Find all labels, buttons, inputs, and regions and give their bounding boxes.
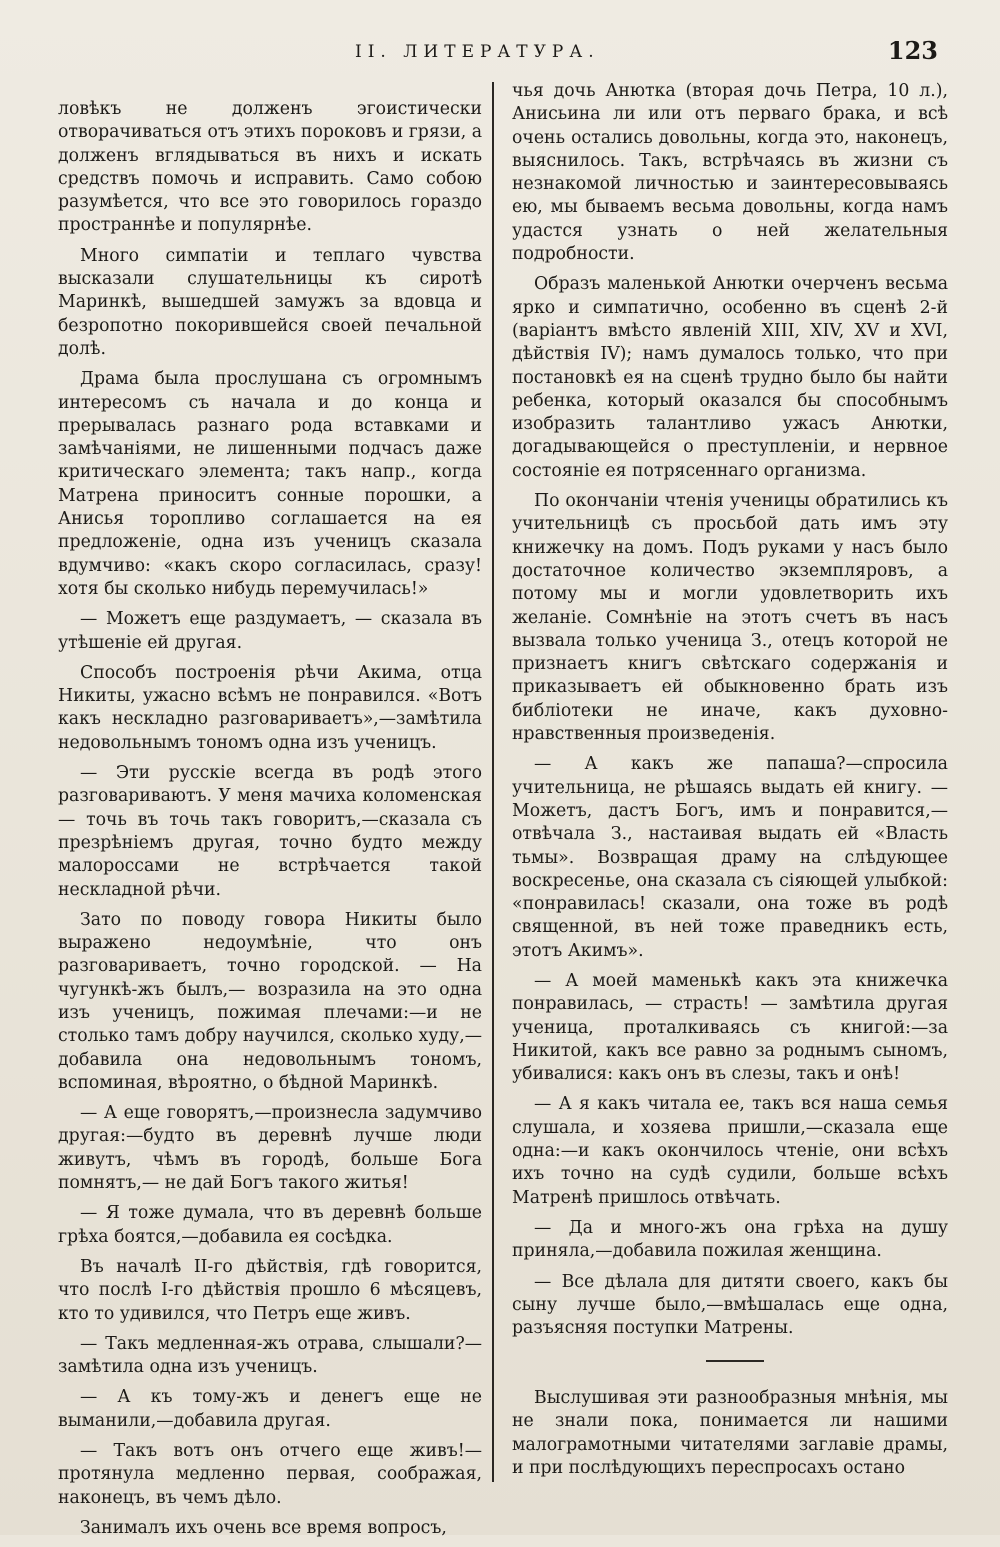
running-head — [0, 36, 1000, 76]
paragraph: Способъ построенія рѣчи Акима, отца Никиты, ужасно всѣмъ не понравился. «Вотъ какъ нескладно разговариваетъ»,—замѣтила недовольнымъ тономъ одна изъ ученицъ. — [58, 662, 482, 753]
paragraph: Образъ маленькой Анютки очерченъ весьма ярко и симпатично, особенно въ сценѣ 2-й (варіантъ вмѣсто явленій XIII, XIV, XV и XVI, дѣйствія IV); намъ думалось только, что при постановкѣ ея на сценѣ трудно было бы найти ребенка, который оказался бы способнымъ изобразить талантливо ужасъ Анютки, догадывающейся о преступленіи, и нервное состояніе ея потрясеннаго организма. — [512, 274, 948, 481]
paragraph: По окончаніи чтенія ученицы обратились къ учительницѣ съ просьбой дать имъ эту книжечку на домъ. Подъ руками у насъ было достаточное количество экземпляровъ, а потому мы и могли удовлетворить ихъ желаніе. Сомнѣніе на этотъ счетъ въ насъ вызвала только ученица З., отецъ которой не признаетъ книгъ свѣтскаго содержанія и приказываетъ ей обыкновенно брать изъ библіотеки не иначе, какъ духовно-нравственныя произведенія. — [512, 491, 948, 745]
paragraph: ловѣкъ не долженъ эгоистически отворачиваться отъ этихъ пороковъ и грязи, а долженъ вглядываться въ нихъ и искать средствъ помочь и исправить. Само собою разумѣется, что все это говорилось гораздо пространнѣе и популярнѣе. — [58, 99, 482, 236]
paragraph: — Такъ медленная-жъ отрава, слышали?— замѣтила одна изъ ученицъ. — [58, 1333, 482, 1378]
column-divider — [492, 82, 494, 1482]
paragraph: — Все дѣлала для дитяти своего, какъ бы сыну лучше было,—вмѣшалась еще одна, разъясняя поступки Матрены. — [512, 1271, 948, 1339]
paragraph: — Такъ вотъ онъ отчего еще живъ!—протянула медленно первая, соображая, наконецъ, въ чемъ дѣло. — [58, 1441, 482, 1508]
paragraph: Въ началѣ II-го дѣйствія, гдѣ говорится, что послѣ I-го дѣйствія прошло 6 мѣсяцевъ, кто то удивился, что Петръ еще живъ. — [58, 1256, 482, 1324]
paragraph: — А я какъ читала ее, такъ вся наша семья слушала, и хозяева пришли,—сказала еще одна:—и какъ окончилось чтеніе, они всѣхъ ихъ точно на судѣ судили, больше всѣхъ Матренѣ пришлось отвѣчать. — [512, 1094, 948, 1208]
paragraph: чья дочь Анютка (вторая дочь Петра, 10 л.), Анисьина ли или отъ перваго брака, и всѣ очень остались довольны, когда это, наконецъ, выяснилось. Такъ, встрѣчаясь въ жизни съ незнакомой личностью и заинтересовываясь ею, мы бываемъ весьма довольны, когда намъ удастся узнать о ней желательныя подробности. — [512, 81, 948, 265]
paragraph: Драма была прослушана съ огромнымъ интересомъ съ начала и до конца и прерывалась разнаго рода вставками и замѣчаніями, не лишенными подчасъ даже критическаго элемента; такъ напр., когда Матрена приноситъ сонные порошки, а Анисья торопливо соглашается на ея предложеніе, одна изъ ученицъ сказала вдумчиво: «какъ скоро согласилась, сразу! хотя бы сколько нибудь перемучилась!» — [58, 369, 482, 599]
paragraph: — А къ тому-жъ и денегъ еще не выманили,—добавила другая. — [58, 1387, 482, 1431]
section-separator — [706, 1360, 764, 1362]
paragraph: — Можетъ еще раздумаетъ, — сказала въ утѣшеніе ей другая. — [58, 609, 482, 653]
paragraph: — Да и много-жъ она грѣха на душу приняла,—добавила пожилая женщина. — [512, 1217, 948, 1262]
running-title: II. ЛИТЕРАТУРА. — [355, 42, 600, 62]
paragraph: — А моей маменькѣ какъ эта книжечка понравилась, — страсть! — замѣтила другая ученица, проталкиваясь съ книгой:—за Никитой, какъ все равно за роднымъ сыномъ, убивалися: какъ онъ въ слезы, такъ и онѣ! — [512, 970, 948, 1085]
paragraph: — А еще говорятъ,—произнесла задумчиво другая:—будто въ деревнѣ лучше люди живутъ, чѣмъ въ городѣ, больше Бога помнятъ,— не дай Богъ такого житья! — [58, 1103, 482, 1194]
left-column — [58, 98, 482, 1547]
paragraph: — А какъ же папаша?—спросила учительница, не рѣшаясь выдать ей книгу. — Можетъ, дастъ Богъ, имъ и понравится,—отвѣчала З., настаивая выдать ей «Власть тьмы». Возвращая драму на слѣдующее воскресенье, она сказала съ сіяющей улыбкой: «понравилась! сказали, она тоже въ родѣ священной, въ ней тоже праведникъ есть, этотъ Акимъ». — [512, 754, 948, 961]
paragraph: Много симпатіи и теплаго чувства высказали слушательницы къ сиротѣ Маринкѣ, вышедшей замужъ за вдовца и безропотно покорившейся своей печальной долѣ. — [58, 245, 482, 359]
paragraph: Занималъ ихъ очень все время вопросъ, — [80, 1517, 447, 1538]
paragraph: Выслушивая эти разнообразныя мнѣнія, мы не знали пока, понимается ли нашими малограмотными читателями заглавіе драмы, и при послѣдующихъ переспросахъ остано — [512, 1387, 948, 1478]
page-number: 123 — [887, 36, 938, 65]
paragraph: — Эти русскіе всегда въ родѣ этого разговариваютъ. У меня мачиха коломенская — точь въ точь такъ говоритъ,—сказала съ презрѣніемъ другая, точно будто между малороссами не встрѣчается такой нескладной рѣчи. — [58, 763, 482, 900]
right-column — [512, 80, 948, 1487]
paragraph: — Я тоже думала, что въ деревнѣ больше грѣха боятся,—добавила ея сосѣдка. — [58, 1203, 482, 1247]
paragraph: Зато по поводу говора Никиты было выражено недоумѣніе, что онъ разговариваетъ, точно городской. — На чугункѣ-жъ былъ,— возразила на это одна изъ ученицъ, пожимая плечами:—и не столько тамъ добру научился, сколько худу,—добавила она недовольнымъ тономъ, вспоминая, вѣроятно, о бѣдной Маринкѣ. — [58, 909, 482, 1093]
